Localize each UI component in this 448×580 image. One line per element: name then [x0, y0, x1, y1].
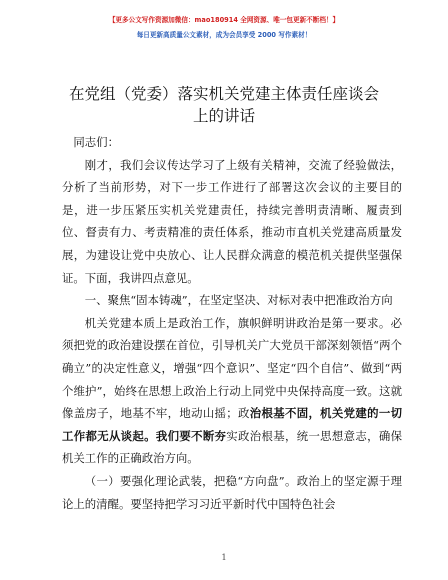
paragraph-political-work: [62, 312, 402, 470]
title-line-1: 在党组（党委）落实机关党建主体责任座谈会: [68, 85, 379, 103]
bold-emphasis: 治根基不固，机关党建的一切工作都无从谈起。我们要不断夯: [62, 406, 402, 443]
document-title: [40, 83, 408, 127]
banner-line-1: 【更多公文写作资源加微信：mao180914 全网资源、唯一包更新不断档！】: [108, 16, 340, 24]
document-body: [62, 131, 402, 515]
paragraph-text-tail: 实政治根基，统一思想意志，确保机关工作的正确政治方向。: [62, 428, 402, 466]
paragraph-intro: 刚才，我们会议传达学习了上级有关精神，交流了经验做法，分析了当前形势，对下一步工作进行了部署这次会议的主要目的是，进一步压紧压实机关党建责任，持续完善明责清晰、履责到位、督责有力、考责精准的责任体系，推动市直机关党建高质量发展，为建设让党中央放心、让人民群众满意的模范机关提供坚强保证。下面，我讲四点意见。: [62, 157, 402, 285]
section-heading-1: 一、聚焦“固本铸魂”，在坚定坚决、对标对表中把准政治方向: [84, 293, 393, 308]
title-line-2: 上的讲话: [192, 107, 255, 125]
banner-line-2: 每日更新高质量公文素材，成为会员享受 2000 写作素材！: [136, 31, 312, 39]
greeting: 同志们：: [73, 135, 119, 149]
watermark-banner: [0, 14, 448, 42]
paragraph-theory: （一）要强化理论武装，把稳“方向盘”。政治上的坚定源于理论上的清醒。要坚持把学习习近平新时代中国特色社会: [62, 473, 402, 511]
page-number: 1: [221, 553, 227, 562]
paragraph-text: 机关党建本质上是政治工作，旗帜鲜明讲政治是第一要求。必须把党的政治建设摆在首位，引导机关广大党员干部深刻领悟“两个确立”的决定性意义，增强“四个意识”、坚定“四个自信”、做到“两个维护”，始终在思想上政治上行动上同党中央保持高度一致。这就像盖房子，地基不牢，地动山摇；政: [62, 315, 402, 421]
